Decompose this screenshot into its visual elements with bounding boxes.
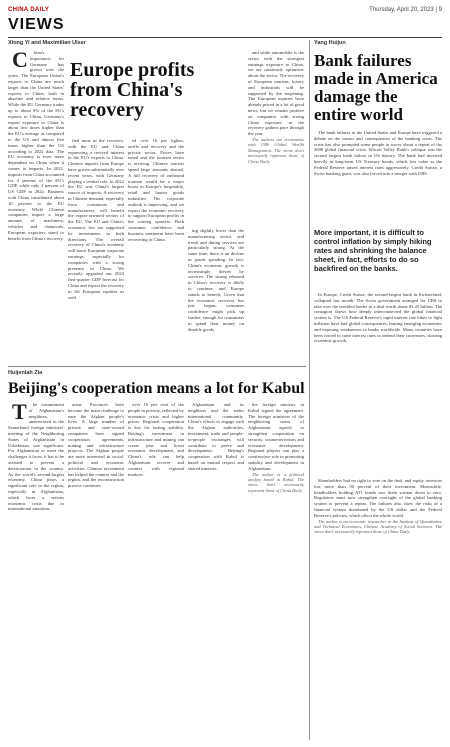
article1-headline: Europe profits from China's recovery [70,59,195,121]
article3-column-3-text: over 16 per cent of the people in poverty, reflected by economic crisis and higher prices. Regional cooperation is key for lasting stability. Beijing's investment in infrastructure and mining can create jobs and boost economic development, and China's role can help Afghanistan recover and connect with regional markets. [128,402,184,477]
article1-column-1 [8,50,64,362]
article3-column-5-text: the foreign ministry in Kabul signed the agreement. The foreign ministers of the neighboring states of Afghanistan agreed to strengthen cooperation on security, counterterrorism and economic development. Regional players can play a constructive role in promoting stability and development in Afghanistan. [248,402,304,471]
article3-dropcap: T [12,402,27,424]
article2-column-1 [314,130,442,220]
article2-headline: Bank failures made in America damage the entire world [314,51,438,124]
article3-column-4 [188,402,244,740]
section-rule [8,37,442,38]
article2-column-2 [314,292,442,472]
article3-column-3 [128,402,184,740]
top-bar [8,4,442,16]
article1-column-2-text: fied most in the recovery, with the EU and China expressing a revived interest in the EU's exports to China. Chinese imports from Europe have grown substantially over recent years, with Germany playing a central role. In 2022 the EU was China's largest source of imports. A recovery in Chinese demand, especially from consumers and manufacturers, will benefit the export-oriented sectors of the EU. The EU and China's economic ties are supported by investments in both directions. The overall recovery of China's economy will boost European corporate earnings, especially for companies with a strong presence in China. We recently upgraded our 2023 first-quarter GDP forecast for China and expect the recovery to lift European equities as well. [68,138,124,300]
article3-column-4-text: Afghanistan and its neighbors and the wider international community. China's efforts to engage with the Afghan authorities, investment, trade and people-to-people exchanges will contribute to peace and development. Beijing's cooperation with Kabul is based on mutual respect and shared interests. [188,402,244,471]
article1-column-1-text: hina's importance for Germany has grown over the years. The European Union's exports to China are much larger than the United States' exports to China, both in absolute and relative terms. While the EU Germany trades up to about 6% of the EU's exports to China, Germany's export exposure to China is about two times higher than the EU's average as compared to the US and almost five times higher than the US according to 2022 data. The EU economy is even more dependent on China when it comes to imports. In 2022, imports from China accounted for 4 percent of the EU's GDP, while only 2 percent of US GDP in 2022. Business with China contributed about 10 percent to the EU economy. While Chinese companies import a large amount of machinery, vehicles and chemicals, European exporters stand to benefit from China's recovery. [8,50,64,241]
section-title: VIEWS [8,16,65,33]
article2-column-3 [314,478,442,708]
column-divider [309,40,310,740]
article1-column-3 [128,138,184,362]
article1-column-2 [68,138,124,362]
article3-column-1-text: he commitment of Afghanistan's neighbors, underscored in the Samarkand foreign ministers' meeting of the Neighboring States of Afghanistan in Uzbekistan, was significant. For Afghanistan to meet the challenges it faces, it has to be assisted to prevent a deterioration in the country. As the world's second-largest economy, China plays a significant role in the region, especially in Afghanistan, which faces a serious economic crisis due to international sanctions. [8,402,64,512]
newspaper-brand: CHINA DAILY [8,7,50,13]
article3-column-5 [248,402,304,740]
article1-dropcap: C [12,50,28,72]
article1-author-note: The authors are economists with UBS Global Wealth Management. The views don't necessarily represent those of China Daily. [248,136,304,164]
article2-author-note: The author is an economic researcher at the Institute of Quantitative and Technical Economics, Chinese Academy of Social Sciences. The views don't necessarily represent those of China Daily. [314,518,442,535]
article3-headline: Beijing's cooperation means a lot for Kabul [8,380,305,397]
article1-column-5-text: and while automobile is the sector with the strongest earnings exposure to China, we are cautiously optimistic about the sector. The recovery of European tourism, luxury and industrials will be supported by the reopening. The European equities have already priced in a lot of good news, but we remain positive on companies with strong China exposure, as the recovery gathers pace through the year. [248,50,304,137]
article3-author-note: The author is a political analyst based in Kabul. The views don't necessarily represent those of China Daily. [248,471,304,493]
article3-column-2 [68,402,124,740]
article1-column-4-text: ing slightly lower than the manufacturing sector, and travel and dining services are particularly strong. At the same time, there is an decline in goods spending. In fact, China's economic growth is increasingly driven by services. The strong rebound in China's recovery is likely to continue, and Europe stands to benefit. Given that the economic recovery has just begun, consumer confidence might pick up further, enough for consumers to spend their money on durable goods. [188,228,244,332]
article3-column-1 [8,402,64,740]
article2-column-2-text: In Europe, Credit Suisse, the second-largest bank in Switzerland, collapsed last month. The Swiss government arranged for UBS to take over the troubled lender in a deal worth about $3.25 billion. The contagion shows how deeply interconnected the global financial system is. The US Federal Reserve's rapid interest rate hikes to fight inflation have had global consequences, hurting emerging economies and exposing weaknesses in banks worldwide. Many countries have been forced to raise interest rates to defend their currencies, slowing economic growth. [314,292,442,344]
article1-column-3-text: ed over 16 per tighter, tariffs and recovery and the private sector. Prices have eased and the tourism sector is reviving. Chinese tourists spend large amounts abroad. A full recovery of outbound tourism would be a major boost to Europe's hospitality, retail and luxury goods industries. The corporate outlook is improving, and we expect the economic recovery to support European profits in the coming quarters. Both consumer confidence and business sentiment have been recovering in China. [128,138,184,242]
article2-pullquote: More important, it is difficult to control inflation by simply hiking rates and shrinking the balance sheet, in fact, efforts to do so backfired on the banks. [314,228,432,273]
page-label: Thursday, April 20, 2023 | 9 [369,7,442,13]
article1-column-5 [248,50,304,362]
article1-column-4 [188,228,244,362]
article2-byline: Yang Huijun [314,40,346,46]
article3-column-2-text: areas. Provinces have become the main challenge to ease the Afghan people's lives. A large number of private and state-owned companies have signed cooperation agreements, mining and infrastructure projects. The Afghan people are more interested in social, political and economic activities. Chinese investment has helped the country and the region, and the reconstruction process continues. [68,402,124,489]
article1-byline: Xiong Yi and Maximilian Ulser [8,40,86,46]
article3-byline: Huijenlah Zia [8,370,43,376]
article2-column-3-text: Shareholders had no right to vote on the deal, and equity investors lost more than 90 percent of their investment. Meanwhile, bondholders holding AT1 bonds saw them written down to zero. Regulators must now strengthen oversight of the global banking system to prevent a repeat. The failures also show the risks of a financial system dominated by the US dollar and the Federal Reserve's policies, which affect the whole world. [314,478,442,518]
article-divider [8,366,306,367]
article2-column-1-text: The bank failures in the United States and Europe have triggered a debate on the causes and consequences of the banking crisis. The crisis has also prompted some people to worry about a repeat of the 2008 global financial crisis. Silicon Valley Bank's collapse was the second largest bank failure in US history. The bank had invested heavily in long-term US Treasury bonds, which lost value as the Federal Reserve raised interest rates aggressively. Credit Suisse, a Swiss banking giant, was also forced into a merger with UBS. [314,130,442,176]
